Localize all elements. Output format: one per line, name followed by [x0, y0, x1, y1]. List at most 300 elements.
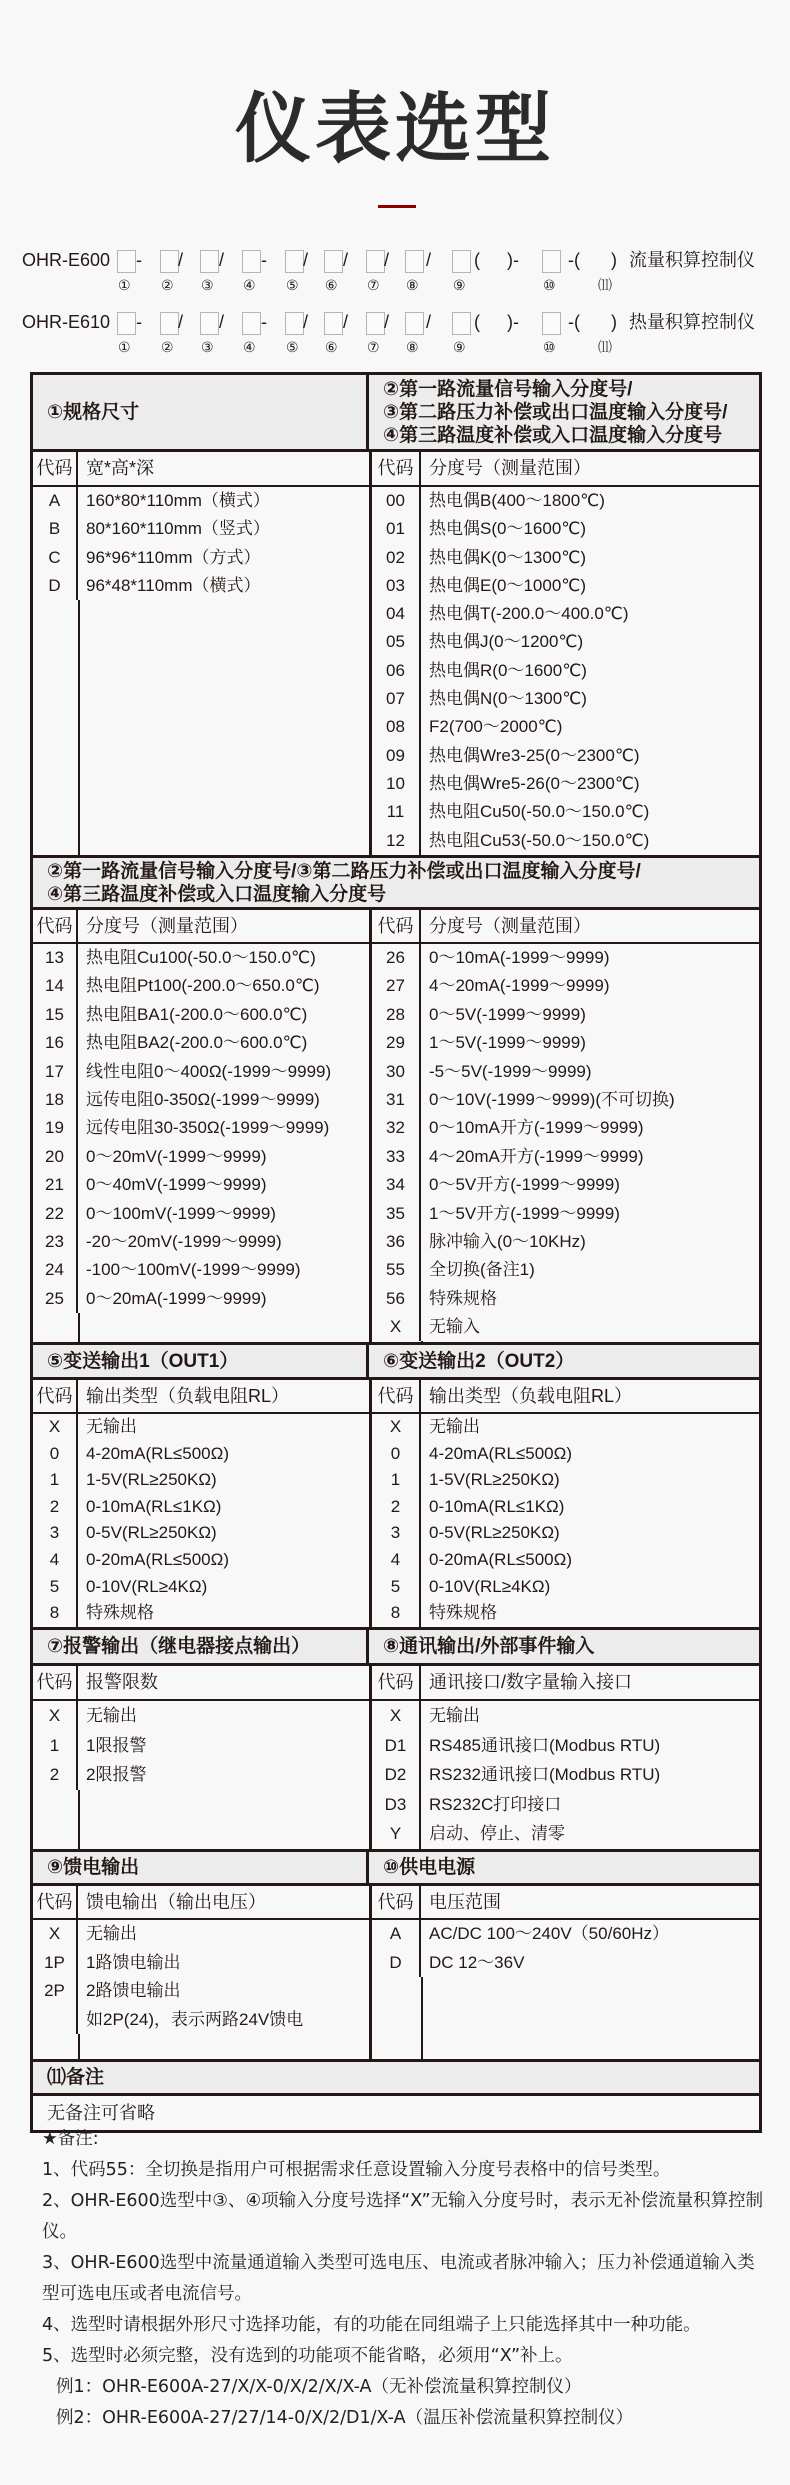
table-row: [33, 515, 369, 543]
row-description: 热电偶B(400～1800℃): [429, 491, 605, 510]
code-column-header: 代码: [33, 1666, 78, 1699]
column-header-row: [372, 1666, 759, 1701]
section-header: [33, 2062, 759, 2096]
row-code: 05: [372, 628, 421, 656]
row-code: 25: [33, 1285, 78, 1313]
table-row: [372, 1256, 759, 1284]
row-description: F2(700～2000℃): [429, 717, 563, 737]
column-header-row: [372, 1380, 759, 1414]
slot-number: ⑤: [286, 277, 299, 293]
code-separator: ): [611, 312, 617, 332]
row-code: 35: [372, 1200, 421, 1228]
row-code: 12: [372, 827, 421, 855]
table-row: [372, 1574, 759, 1601]
row-description: -5～5V(-1999～9999): [429, 1061, 592, 1081]
code-slot-box[interactable]: [242, 312, 261, 335]
code-slot-box[interactable]: [200, 250, 219, 273]
row-code: B: [33, 515, 78, 543]
table-row: [372, 487, 759, 515]
table-row: [33, 1494, 369, 1521]
code-slot-box[interactable]: [452, 312, 471, 335]
row-code: 30: [372, 1058, 421, 1086]
code-column-header: 代码: [372, 910, 421, 942]
table-row: [372, 1949, 759, 1978]
table-row: [372, 944, 759, 972]
row-description: 全切换(备注1): [429, 1260, 535, 1280]
row-code: 2: [33, 1494, 78, 1521]
row-description: 热电偶K(0～1300℃): [429, 547, 587, 567]
table-row: [372, 1029, 759, 1057]
table-row: [372, 600, 759, 628]
row-description: 0-5V(RL≥250KΩ): [86, 1523, 217, 1543]
section-title: [33, 858, 759, 907]
code-slot-box[interactable]: [285, 312, 304, 335]
table-row: [33, 2006, 369, 2035]
slot-number: ⑨: [453, 339, 466, 355]
row-filler: [33, 1313, 369, 1342]
slot-number: ③: [201, 277, 214, 293]
row-description: -100～100mV(-1999～9999): [86, 1260, 301, 1280]
table-row: [372, 1600, 759, 1627]
row-code: D: [372, 1949, 421, 1978]
code-slot-box[interactable]: [285, 250, 304, 273]
note-item: 4、选型时请根据外形尺寸选择功能，有的功能在同组端子上只能选择其中一种功能。: [42, 2315, 701, 2335]
row-code: 36: [372, 1228, 421, 1256]
section-column: [33, 910, 372, 1342]
code-slot-box[interactable]: [324, 250, 343, 273]
section-header: [33, 1852, 759, 1886]
row-code: 27: [372, 972, 421, 1000]
row-description: 4～20mA(-1999～9999): [429, 976, 610, 996]
table-row: [372, 1819, 759, 1849]
slot-number: ③: [201, 339, 214, 355]
slot-number: ①: [118, 339, 131, 355]
code-slot-box[interactable]: [117, 312, 136, 335]
column-header-row: [33, 452, 369, 487]
row-code: X: [372, 1701, 421, 1731]
row-code: 21: [33, 1171, 78, 1199]
description-column-header: 分度号（测量范围）: [429, 916, 591, 936]
row-description: RS232C打印接口: [429, 1794, 562, 1814]
rows: [33, 1701, 369, 1849]
row-description: 0～40mV(-1999～9999): [86, 1175, 267, 1195]
table-row: [372, 628, 759, 656]
row-code: 18: [33, 1086, 78, 1114]
code-column-header: 代码: [33, 910, 78, 942]
row-code: 26: [372, 944, 421, 972]
row-code: 13: [33, 944, 78, 972]
section-body: [33, 1666, 759, 1849]
row-description: 无输出: [429, 1706, 480, 1725]
row-description: 热电偶T(-200.0～400.0℃): [429, 604, 629, 624]
section-title: ⑾备注: [47, 2067, 105, 2088]
section-column: [33, 452, 372, 855]
table-row: [372, 1467, 759, 1494]
description-column-header: 电压范围: [429, 1892, 501, 1912]
note-item: 3、OHR-E600选型中流量通道输入类型可选电压、电流或者脉冲输入；压力补偿通道输入类型可选电压或者电流信号。: [42, 2253, 755, 2304]
row-filler: [33, 2034, 369, 2059]
table-row: [33, 1114, 369, 1142]
code-slot-box[interactable]: [160, 250, 179, 273]
table-row: [33, 1143, 369, 1171]
row-description: RS485通讯接口(Modbus RTU): [429, 1735, 661, 1755]
table-row: [372, 1200, 759, 1228]
table-row: [372, 770, 759, 798]
row-description: 0～10mA开方(-1999～9999): [429, 1118, 644, 1138]
table-row: [33, 1086, 369, 1114]
model-code-line: [0, 310, 790, 370]
section-title-line: ③第二路压力补偿或出口温度输入分度号/: [383, 401, 728, 423]
description-column-header: 报警限数: [86, 1672, 158, 1692]
row-code: 03: [372, 572, 421, 600]
row-description: 0～5V开方(-1999～9999): [429, 1175, 620, 1195]
code-separator: /: [303, 250, 309, 270]
slot-number: ⑦: [367, 277, 380, 293]
code-slot-box[interactable]: [542, 250, 561, 273]
code-separator: /: [343, 250, 349, 270]
code-separator: -: [136, 312, 142, 332]
table-row: [372, 1001, 759, 1029]
model-prefix: OHR-E610: [22, 312, 111, 332]
table-row: [33, 1200, 369, 1228]
row-code: 15: [33, 1001, 78, 1029]
table-section: [33, 855, 759, 1342]
row-filler: [372, 1977, 759, 2059]
table-row: [372, 1171, 759, 1199]
slot-number: ①: [118, 277, 131, 293]
section-header: [33, 375, 759, 452]
row-description: 远传电阻30-350Ω(-1999～9999): [86, 1118, 330, 1138]
table-row: [33, 1977, 369, 2006]
row-code: 8: [372, 1600, 421, 1627]
row-description: 热电偶N(0～1300℃): [429, 689, 587, 709]
row-code: 34: [372, 1171, 421, 1199]
slot-number: ⑨: [453, 277, 466, 293]
remark-section: [33, 2059, 759, 2130]
code-separator: /: [303, 312, 309, 332]
row-code: 01: [372, 515, 421, 543]
row-code: X: [372, 1414, 421, 1441]
row-code: 11: [372, 798, 421, 826]
row-code: 04: [372, 600, 421, 628]
table-row: [33, 1920, 369, 1949]
row-description: 96*48*110mm（横式）: [86, 575, 261, 595]
code-column-header: 代码: [372, 452, 421, 485]
row-code: 14: [33, 972, 78, 1000]
column-header-row: [372, 1886, 759, 1920]
table-row: [33, 1701, 369, 1731]
table-row: [33, 1228, 369, 1256]
row-code: 1: [372, 1467, 421, 1494]
column-header-row: [33, 1886, 369, 1920]
rows: [372, 1920, 759, 2059]
rows: [372, 1414, 759, 1627]
section-title-line: ②第一路流量信号输入分度号/: [383, 378, 633, 400]
row-code: 29: [372, 1029, 421, 1057]
remark-body: 无备注可省略: [47, 2103, 155, 2123]
code-separator: )-: [507, 250, 519, 270]
table-row: [372, 1494, 759, 1521]
row-code: 22: [33, 1200, 78, 1228]
table-section: [33, 375, 759, 855]
slot-number: ④: [243, 277, 256, 293]
section-title-line: ④第三路温度补偿或入口温度输入分度号: [47, 883, 387, 905]
row-code: 55: [372, 1256, 421, 1284]
code-slot-box[interactable]: [452, 250, 471, 273]
section-title-line: ⑥变送输出2（OUT2）: [383, 1350, 575, 1372]
page-title: 仪表选型: [235, 84, 555, 173]
row-description: 热电偶Wre3-25(0～2300℃): [429, 745, 640, 765]
model-code-line: [0, 248, 790, 308]
section-header: [33, 858, 759, 910]
row-description: 无输出: [86, 1706, 137, 1725]
code-column-header: 代码: [372, 1666, 421, 1699]
code-divider: [33, 600, 80, 855]
row-code: 24: [33, 1256, 78, 1284]
code-separator: /: [426, 250, 432, 270]
row-code: X: [33, 1414, 78, 1441]
description-column-header: 分度号（测量范围）: [86, 916, 248, 936]
row-code: 23: [33, 1228, 78, 1256]
table-row: [33, 1171, 369, 1199]
row-description: 脉冲输入(0～10KHz): [429, 1231, 586, 1251]
row-description: 80*160*110mm（竖式）: [86, 519, 270, 539]
note-example: 例2：OHR-E600A-27/27/14-0/X/2/D1/X-A（温压补偿流量积算控制仪）: [56, 2408, 634, 2428]
code-slot-box[interactable]: [324, 312, 343, 335]
table-row: [372, 1701, 759, 1731]
code-slot-box[interactable]: [405, 250, 424, 273]
table-row: [372, 1114, 759, 1142]
table-row: [372, 713, 759, 741]
table-row: [33, 1574, 369, 1601]
row-code: 28: [372, 1001, 421, 1029]
row-code: 06: [372, 657, 421, 685]
table-row: [372, 657, 759, 685]
section-title: [369, 1630, 759, 1663]
table-row: [33, 1441, 369, 1468]
code-slot-box[interactable]: [366, 312, 385, 335]
section-column: [372, 910, 759, 1342]
code-column-header: 代码: [33, 452, 78, 485]
row-code: 5: [33, 1574, 78, 1601]
model-prefix: OHR-E600: [22, 250, 111, 270]
row-filler: [33, 1790, 369, 1849]
table-row: [33, 544, 369, 572]
row-code: 33: [372, 1143, 421, 1171]
code-separator: /: [384, 250, 390, 270]
notes-heading: ★备注:: [42, 2129, 99, 2149]
slot-number: ⑤: [286, 339, 299, 355]
row-code: 2P: [33, 1977, 78, 2006]
table-row: [372, 1790, 759, 1820]
code-column-header: 代码: [33, 1886, 78, 1918]
row-description: 无输出: [86, 1417, 137, 1436]
row-description: 4-20mA(RL≤500Ω): [429, 1443, 572, 1463]
notes: [42, 2124, 772, 2434]
row-description: 启动、停止、清零: [429, 1824, 565, 1844]
row-code: 08: [372, 713, 421, 741]
row-code: A: [33, 487, 78, 515]
row-code: 00: [372, 487, 421, 515]
row-description: 远传电阻0-350Ω(-1999～9999): [86, 1089, 320, 1109]
section-title-line: ②第一路流量信号输入分度号/③第二路压力补偿或出口温度输入分度号/: [47, 860, 641, 882]
row-code: 4: [33, 1547, 78, 1574]
slot-number: ⑾: [598, 339, 612, 355]
row-code: 5: [372, 1574, 421, 1601]
note-example: 例1：OHR-E600A-27/X/X-0/X/2/X/X-A（无补偿流量积算控制仪）: [56, 2377, 582, 2397]
code-column-header: 代码: [372, 1886, 421, 1918]
section-column: [372, 452, 759, 855]
row-code: 2: [33, 1760, 78, 1790]
table-row: [372, 1547, 759, 1574]
table-row: [372, 515, 759, 543]
section-column: [33, 1380, 372, 1627]
section-title-line: ④第三路温度补偿或入口温度输入分度号: [383, 424, 723, 446]
table-row: [33, 1414, 369, 1441]
row-filler: [33, 600, 369, 855]
rows: [33, 1920, 369, 2059]
slot-number: ⑾: [598, 277, 612, 293]
row-description: 0～20mV(-1999～9999): [86, 1146, 267, 1166]
row-code: D1: [372, 1731, 421, 1761]
row-code: 2: [372, 1494, 421, 1521]
section-body: [33, 1380, 759, 1627]
table-row: [33, 1949, 369, 1978]
column-header-row: [33, 1666, 369, 1701]
row-description: 96*96*110mm（方式）: [86, 547, 261, 567]
section-title-line: ⑩供电电源: [383, 1857, 476, 1878]
row-code: 02: [372, 544, 421, 572]
row-code: 4: [372, 1547, 421, 1574]
section-title: [33, 375, 369, 449]
code-separator: )-: [507, 312, 519, 332]
rows: [33, 944, 369, 1342]
row-code: 32: [372, 1114, 421, 1142]
description-column-header: 宽*高*深: [86, 458, 155, 478]
table-row: [372, 572, 759, 600]
code-separator: /: [219, 312, 225, 332]
code-separator: /: [178, 312, 184, 332]
row-description: 特殊规格: [429, 1288, 497, 1308]
slot-number: ⑥: [325, 339, 338, 355]
row-description: 0～10mA(-1999～9999): [429, 948, 610, 967]
table-row: [33, 1547, 369, 1574]
column-header-row: [33, 1380, 369, 1414]
row-description: 无输出: [86, 1924, 137, 1943]
row-code: 10: [372, 770, 421, 798]
row-description: 0～20mA(-1999～9999): [86, 1288, 267, 1308]
rows: [372, 944, 759, 1342]
row-code: [33, 2006, 78, 2035]
row-description: 2路馈电输出: [86, 1981, 181, 2000]
code-divider: [33, 1790, 80, 1849]
column-header-row: [33, 910, 369, 944]
row-description: 线性电阻0～400Ω(-1999～9999): [86, 1061, 332, 1081]
row-code: 3: [33, 1520, 78, 1547]
code-slot-box[interactable]: [366, 250, 385, 273]
description-column-header: 输出类型（负载电阻RL）: [429, 1386, 633, 1406]
table-row: [33, 487, 369, 515]
row-code: D: [33, 572, 78, 600]
row-description: 2限报警: [86, 1765, 147, 1785]
row-description: 0～5V(-1999～9999): [429, 1004, 586, 1024]
row-code: 19: [33, 1114, 78, 1142]
row-description: 0-5V(RL≥250KΩ): [429, 1523, 560, 1543]
code-slot-box[interactable]: [200, 312, 219, 335]
description-column-header: 输出类型（负载电阻RL）: [86, 1386, 290, 1406]
row-description: 热电偶E(0～1000℃): [429, 575, 587, 595]
row-description: 4～20mA开方(-1999～9999): [429, 1146, 644, 1166]
section-column: [372, 1380, 759, 1627]
row-description: 0-10V(RL≥4KΩ): [429, 1576, 551, 1596]
table-row: [372, 1441, 759, 1468]
selection-table: [30, 372, 762, 2133]
slot-number: ⑦: [367, 339, 380, 355]
section-body: [33, 1886, 759, 2059]
row-code: D2: [372, 1760, 421, 1790]
model-suffix: 热量积算控制仪: [629, 312, 755, 332]
column-header-row: [372, 452, 759, 487]
code-divider: [33, 2034, 80, 2059]
row-code: 8: [33, 1600, 78, 1627]
code-slot-box[interactable]: [542, 312, 561, 335]
table-row: [372, 972, 759, 1000]
table-row: [372, 544, 759, 572]
row-code: 09: [372, 742, 421, 770]
code-divider: [372, 1977, 423, 2059]
description-column-header: 馈电输出（输出电压）: [86, 1892, 266, 1912]
code-slot-box[interactable]: [160, 312, 179, 335]
code-slot-box[interactable]: [405, 312, 424, 335]
row-description: 0～10V(-1999～9999)(不可切换): [429, 1089, 675, 1109]
slot-number: ⑧: [406, 339, 419, 355]
rows: [372, 487, 759, 855]
row-description: 特殊规格: [86, 1603, 154, 1623]
row-code: 56: [372, 1285, 421, 1313]
table-row: [372, 685, 759, 713]
row-description: 1限报警: [86, 1735, 147, 1755]
note-item: 2、OHR-E600选型中③、④项输入分度号选择“X”无输入分度号时，表示无补偿流量积算控制仪。: [42, 2191, 764, 2242]
code-slot-box[interactable]: [242, 250, 261, 273]
code-separator: /: [219, 250, 225, 270]
table-section: [33, 1342, 759, 1627]
code-separator: /: [384, 312, 390, 332]
section-title: [369, 1852, 759, 1883]
section-header: [33, 1630, 759, 1666]
table-row: [33, 972, 369, 1000]
code-separator: -: [261, 312, 267, 332]
description-column-header: 通讯接口/数字量输入接口: [429, 1672, 632, 1692]
row-description: 1-5V(RL≥250KΩ): [86, 1470, 217, 1490]
table-row: [372, 1313, 759, 1341]
row-description: 无输出: [429, 1417, 480, 1436]
row-description: 热电偶S(0～1600℃): [429, 519, 587, 539]
row-description: 1路馈电输出: [86, 1952, 181, 1972]
row-code: Y: [372, 1819, 421, 1849]
slot-number: ②: [161, 277, 174, 293]
model-suffix: 流量积算控制仪: [629, 250, 755, 270]
table-row: [33, 1001, 369, 1029]
note-item: 5、选型时必须完整，没有选到的功能项不能省略，必须用“X”补上。: [42, 2346, 573, 2366]
row-description: 如2P(24)，表示两路24V馈电: [86, 2009, 304, 2029]
row-description: 热电阻Pt100(-200.0～650.0℃): [86, 976, 320, 996]
rows: [33, 1414, 369, 1627]
section-title: [33, 1852, 369, 1883]
row-description: 热电阻Cu100(-50.0～150.0℃): [86, 948, 316, 967]
row-code: X: [372, 1313, 421, 1341]
description-column-header: 分度号（测量范围）: [429, 458, 591, 478]
code-slot-box[interactable]: [117, 250, 136, 273]
